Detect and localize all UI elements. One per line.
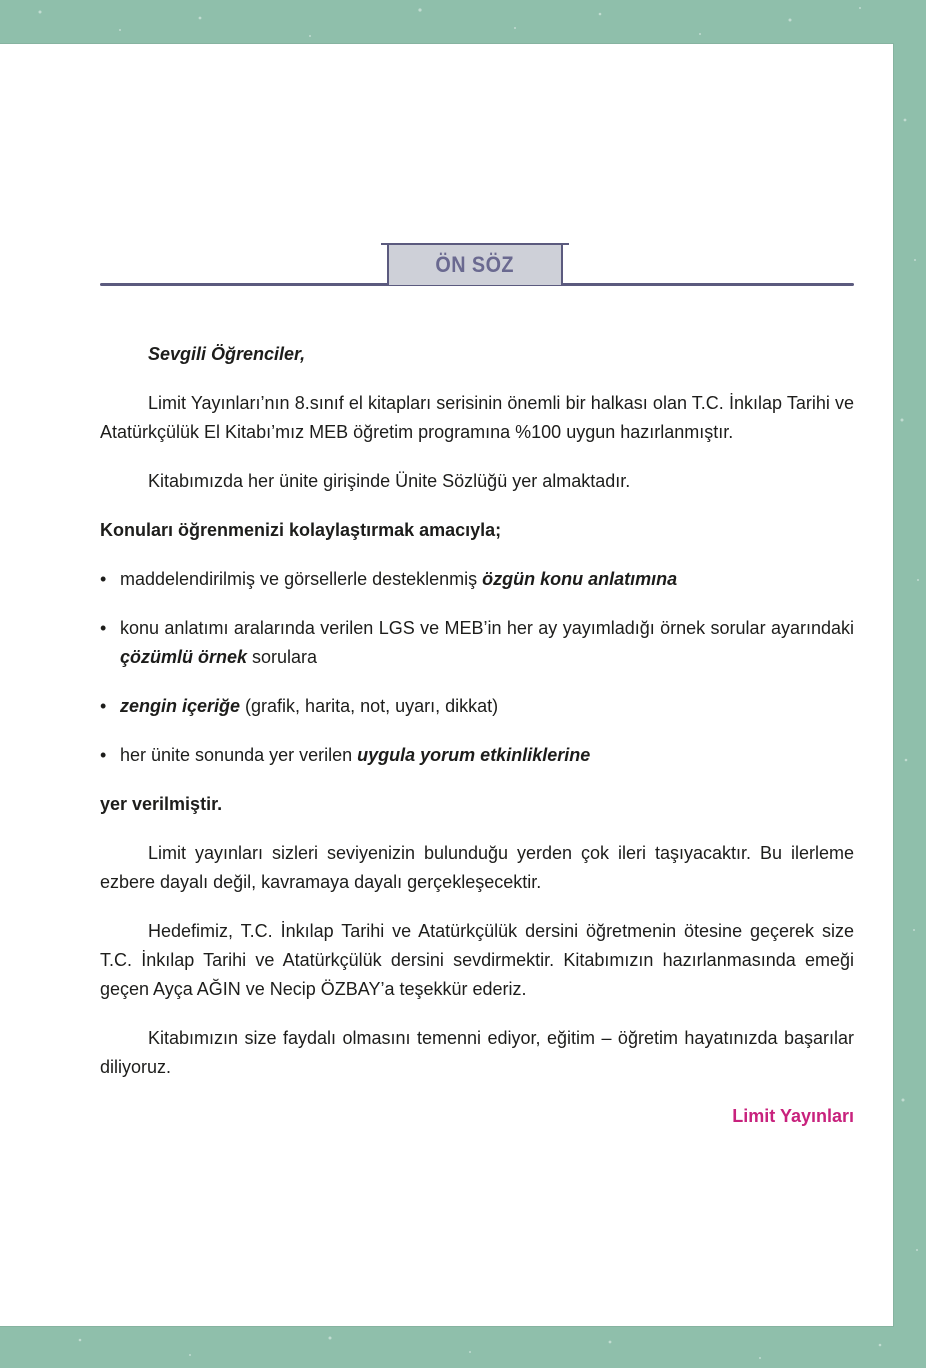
list-heading: Konuları öğrenmenizi kolaylaştırmak amacıyla; <box>100 520 502 540</box>
page-title: ÖN SÖZ <box>435 252 515 277</box>
title-box-tick-right <box>561 243 569 245</box>
feature-list <box>100 565 854 770</box>
paragraph-unit-dictionary: Kitabımızda her ünite girişinde Ünite Sözlüğü yer almaktadır. <box>148 471 631 491</box>
preface-body <box>100 340 854 1131</box>
list-item: • maddelendirilmiş ve görsellerle desteklenmiş özgün konu anlatımına <box>100 565 854 594</box>
title-box <box>387 243 563 285</box>
title-box-tick-left <box>381 243 389 245</box>
greeting: Sevgili Öğrenciler, <box>148 344 306 364</box>
list-closing: yer verilmiştir. <box>100 794 223 814</box>
paragraph-progress: Limit yayınları sizleri seviyenizin bulunduğu yerden çok ileri taşıyacaktır. Bu ilerleme ezbere dayalı değil, kavramaya dayalı gerçekleşecektir. <box>100 843 854 892</box>
publisher-signature: Limit Yayınları <box>732 1106 854 1126</box>
paragraph-goal: Hedefimiz, T.C. İnkılap Tarihi ve Atatürkçülük dersini öğretmenin ötesine geçerek size T.C. İnkılap Tarihi ve Atatürkçülük dersini sevdirmektir. Kitabımızın hazırlanmasında emeği geçen Ayça AĞIN ve Necip ÖZBAY’a teşekkür ederiz. <box>100 921 854 999</box>
list-item: • zengin içeriğe (grafik, harita, not, uyarı, dikkat) <box>100 692 854 721</box>
list-item: • konu anlatımı aralarında verilen LGS ve MEB’in her ay yayımladığı örnek sorular ayarındaki çözümlü örnek sorulara <box>100 614 854 672</box>
paragraph-wishes: Kitabımızın size faydalı olmasını temenni ediyor, eğitim – öğretim hayatınızda başarılar diliyoruz. <box>100 1028 854 1077</box>
list-item: • her ünite sonunda yer verilen uygula yorum etkinliklerine <box>100 741 854 770</box>
paragraph-intro: Limit Yayınları’nın 8.sınıf el kitapları serisinin önemli bir halkası olan T.C. İnkılap Tarihi ve Atatürkçülük El Kitabı’mız MEB öğretim programına %100 uygun hazırlanmıştır. <box>100 393 854 442</box>
